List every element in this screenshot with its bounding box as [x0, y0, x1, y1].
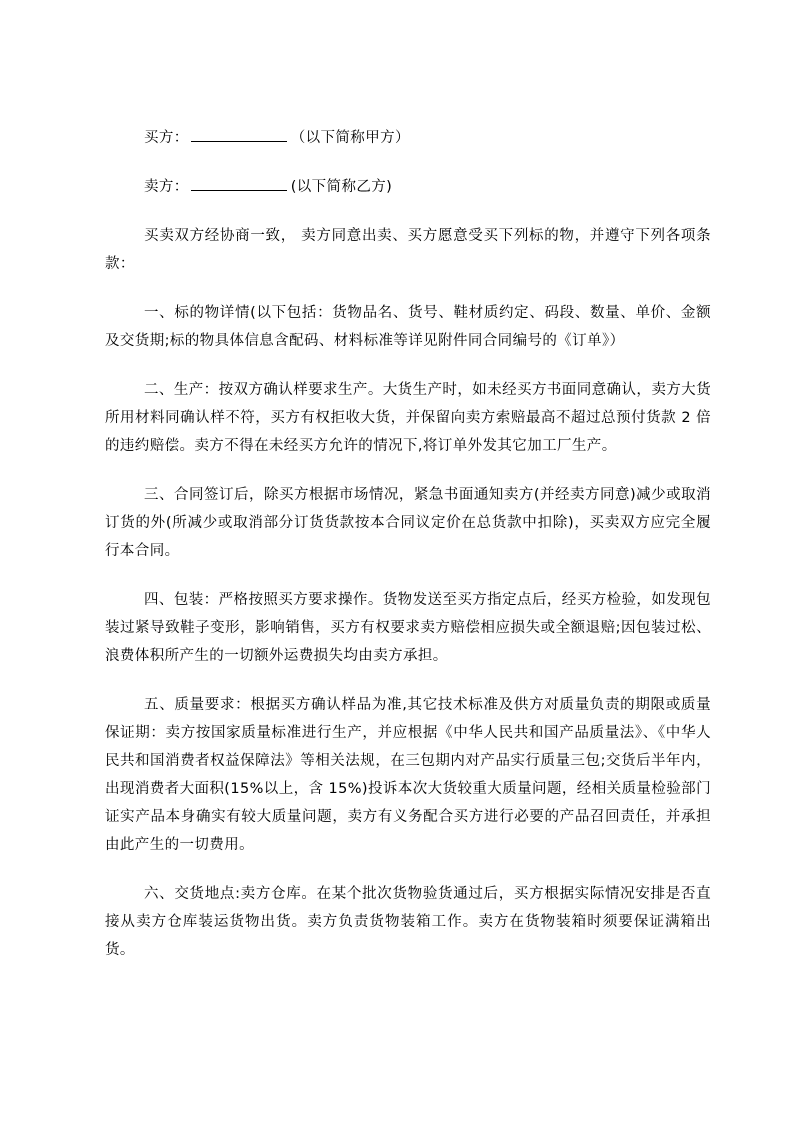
clause-contract-change: 三、合同签订后，除买方根据市场情况，紧急书面通知卖方(并经卖方同意)减少或取消订货的外(所减少或取消部分订货货款按本合同议定价在总货款中扣除)，买卖双方应完全履行本合同。 [105, 487, 711, 559]
seller-label: 卖方： [144, 179, 189, 195]
clause-packaging: 四、包装：严格按照买方要求操作。货物发送至买方指定点后，经买方检验，如发现包装过紧导致鞋子变形，影响销售，买方有权要求卖方赔偿相应损失或全额退赔;因包装过松、浪费体积所产生的一切额外运费损失均由卖方承担。 [105, 592, 711, 664]
intro-paragraph: 买卖双方经协商一致， 卖方同意出卖、买方愿意受买下列标的物，并遵守下列各项条款： [105, 228, 711, 272]
contract-body [105, 124, 711, 985]
buyer-name-blank [191, 127, 287, 142]
seller-line [105, 173, 711, 201]
buyer-label: 买方： [144, 130, 189, 146]
buyer-line [105, 124, 711, 152]
buyer-suffix: （以下简称甲方） [290, 130, 410, 146]
clause-quality: 五、质量要求：根据买方确认样品为准,其它技术标准及供方对质量负责的期限或质量保证期：卖方按国家质量标准进行生产，并应根据《中华人民共和国产品质量法》、《中华人民共和国消费者权益保障法》等相关法规，在三包期内对产品实行质量三包;交货后半年内，出现消费者大面积(15%以上，含 15%)投诉本次大货较重大质量问题，经相关质量检验部门证实产品本身确实有较大质量问题，卖方有义务配合买方进行必要的产品召回责任，并承担由此产生的一切费用。 [105, 697, 711, 853]
seller-suffix: (以下简称乙方) [290, 179, 393, 195]
seller-name-blank [191, 176, 287, 191]
clause-subject-matter: 一、标的物详情(以下包括：货物品名、货号、鞋材质约定、码段、数量、单价、金额及交货期;标的物具体信息含配码、材料标准等详见附件同合同编号的《订单》） [105, 305, 711, 349]
clause-production: 二、生产：按双方确认样要求生产。大货生产时，如未经买方书面同意确认，卖方大货所用材料同确认样不符，买方有权拒收大货，并保留向卖方索赔最高不超过总预付货款 2 倍的违约赔偿。卖方不得在未经买方允许的情况下,将订单外发其它加工厂生产。 [105, 382, 711, 454]
clause-delivery: 六、交货地点:卖方仓库。在某个批次货物验货通过后，买方根据实际情况安排是否直接从卖方仓库装运货物出货。卖方负责货物装箱工作。卖方在货物装箱时须要保证满箱出货。 [105, 886, 711, 958]
